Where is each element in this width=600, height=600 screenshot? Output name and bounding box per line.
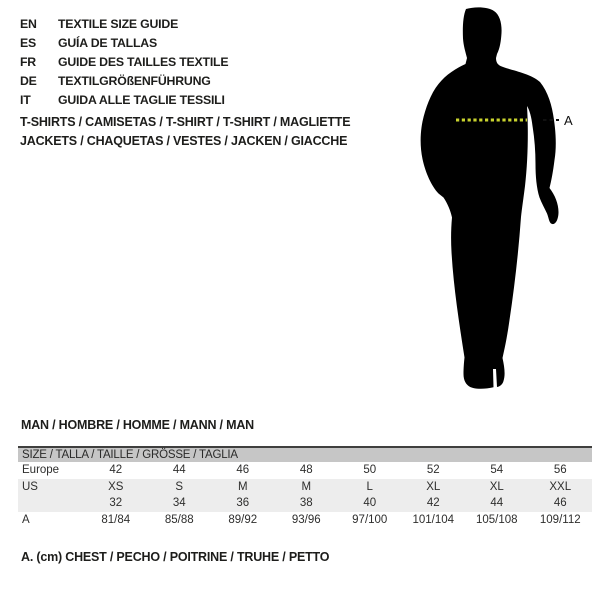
size-cell: 93/96	[291, 513, 321, 526]
chest-measure-footnote: A. (cm) CHEST / PECHO / POITRINE / TRUHE / PETTO	[21, 550, 330, 564]
size-cell: M	[237, 480, 248, 493]
language-title: GUÍA DE TALLAS	[58, 36, 157, 50]
row-label: US	[22, 480, 38, 493]
language-row-es	[20, 34, 228, 53]
size-cell: 56	[553, 464, 567, 477]
size-cell: 81/84	[101, 513, 131, 526]
size-cell: 36	[236, 497, 250, 510]
table-row-us-numeric	[18, 495, 592, 512]
size-cell: 52	[426, 464, 440, 477]
size-cell: 46	[236, 464, 250, 477]
size-cell: 34	[172, 497, 186, 510]
language-code: DE	[20, 74, 37, 88]
category-jackets: JACKETS / CHAQUETAS / VESTES / JACKEN / GIACCHE	[20, 134, 348, 148]
size-cell: 101/104	[412, 513, 455, 526]
table-row-europe	[18, 462, 592, 479]
language-title: TEXTILGRÖßENFÜHRUNG	[58, 74, 211, 88]
language-row-de	[20, 72, 228, 91]
language-title: TEXTILE SIZE GUIDE	[58, 17, 179, 31]
size-cell: 32	[109, 497, 123, 510]
size-table-header: SIZE / TALLA / TAILLE / GRÖSSE / TAGLIA	[18, 448, 592, 462]
size-cell: 109/112	[539, 513, 581, 526]
language-guide-list	[20, 15, 228, 110]
size-cell: XL	[426, 480, 441, 493]
size-table	[18, 446, 592, 528]
size-cell: 105/108	[475, 513, 518, 526]
size-cell: 44	[490, 497, 504, 510]
language-row-en	[20, 15, 228, 34]
size-cell: 46	[553, 497, 567, 510]
size-cell: XS	[108, 480, 124, 493]
row-label: A	[22, 513, 30, 526]
size-cell: L	[366, 480, 373, 493]
garment-categories	[20, 113, 350, 151]
size-cell: 40	[363, 497, 377, 510]
size-cell: 48	[299, 464, 313, 477]
table-row-us	[18, 479, 592, 496]
size-cell: 97/100	[352, 513, 388, 526]
size-cell: 42	[426, 497, 440, 510]
measure-label-a: A	[564, 113, 573, 128]
size-cell: 54	[490, 464, 504, 477]
size-cell: 85/88	[164, 513, 194, 526]
table-row-chest-a	[18, 512, 592, 529]
category-tshirts: T-SHIRTS / CAMISETAS / T-SHIRT / T-SHIRT / MAGLIETTE	[20, 115, 351, 129]
man-silhouette	[395, 5, 590, 400]
language-title: GUIDA ALLE TAGLIE TESSILI	[58, 93, 225, 107]
size-cell: XXL	[549, 480, 572, 493]
size-cell: XL	[489, 480, 504, 493]
size-cell: 42	[109, 464, 123, 477]
language-row-it	[20, 91, 228, 110]
language-code: IT	[20, 93, 31, 107]
language-title: GUIDE DES TAILLES TEXTILE	[58, 55, 229, 69]
size-cell: 38	[299, 497, 313, 510]
size-cell: S	[175, 480, 184, 493]
row-label: Europe	[22, 464, 60, 477]
language-code: ES	[20, 36, 37, 50]
man-silhouette-shape	[421, 7, 559, 388]
size-cell: 50	[363, 464, 377, 477]
size-cell: M	[301, 480, 312, 493]
size-cell: 44	[172, 464, 186, 477]
language-code: FR	[20, 55, 36, 69]
language-row-fr	[20, 53, 228, 72]
size-cell: 89/92	[228, 513, 258, 526]
section-heading-man: MAN / HOMBRE / HOMME / MANN / MAN	[21, 418, 254, 432]
language-code: EN	[20, 17, 37, 31]
